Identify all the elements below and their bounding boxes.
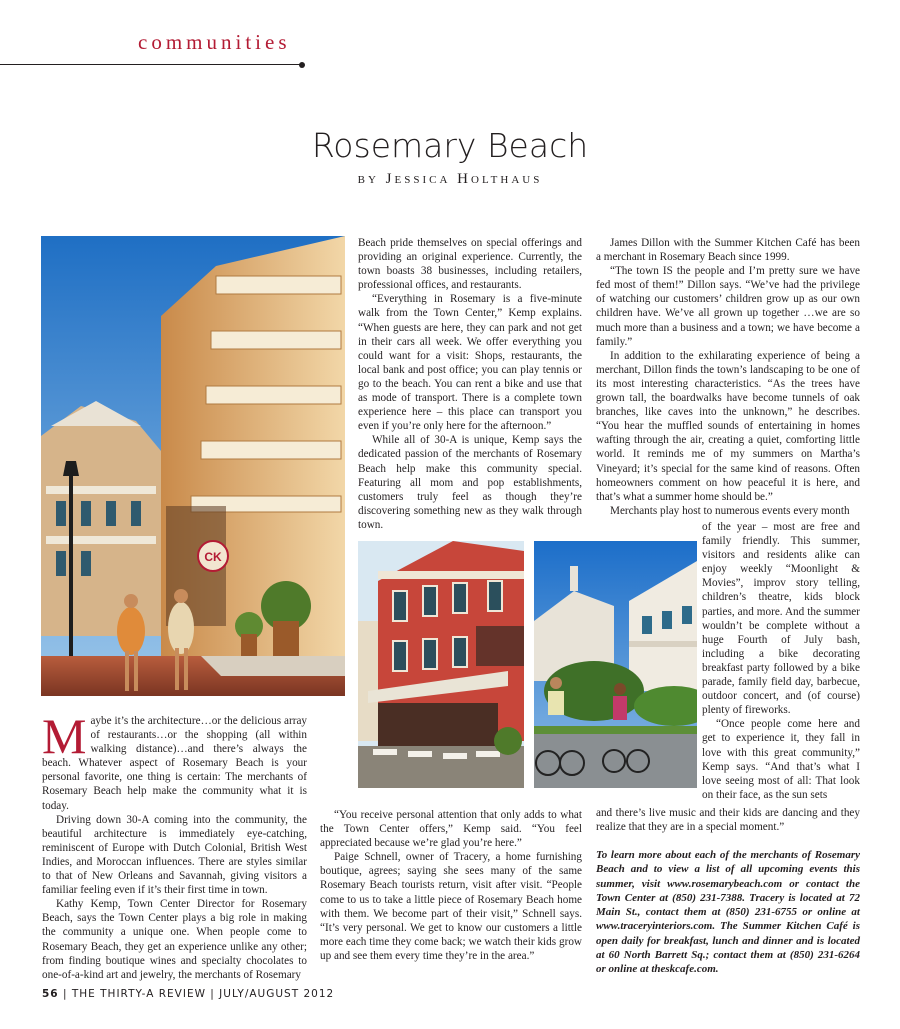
article-byline: by Jessica Holthaus [357, 171, 543, 187]
page-footer [42, 988, 334, 1000]
col2-paragraph-2: “Everything in Rosemary is a five-minute walk from the Town Center,” Kemp explains. “When guests are here, they can park and not get in their cars all week. We offer everything you could want for a visit: Shops, restaurants, the local bank and post office; you can play tennis or go to the beach. You can rent a bike and use that as mode of transport. There is a complete town experience here – this place can transport you even if you’re only here for the afternoon.” [358, 293, 582, 433]
column-3-narrow [702, 520, 860, 802]
footer-separator: | [62, 988, 68, 1000]
drop-cap: M [42, 708, 87, 764]
col3-paragraph-4-cont: of the year – most are free and family friendly. This summer, visitors and residents alike can enjoy weekly “Moonlight & Movies”, improv story telling, children’s theatre, kids block parties, and more. And the summer wouldn’t be complete without a huge Fourth of July bash, including a bike decorating breakfast party followed by a bike parade, family field day, barbecue, outdoor concert, and (of course) plenty of fireworks. [702, 521, 860, 717]
article-title: Rosemary Beach [311, 126, 589, 165]
col2-paragraph-3: While all of 30-A is unique, Kemp says the dedicated passion of the merchants of Rosemary Beach help make this community special. Featuring all mom and pop establishments, customers truly feel as though they’re discovering something new as they walk through town. [358, 434, 582, 531]
section-rule-dot [299, 62, 305, 68]
col3-paragraph-4-start: Merchants play host to numerous events every month [610, 504, 850, 517]
mid-paragraph-1: “You receive personal attention that only adds to what the Town Center offers,” Kemp said. “You feel appreciated because we’re glad you’re here.” [320, 809, 582, 850]
col3-paragraph-1: James Dillon with the Summer Kitchen Café has been a merchant in Rosemary Beach since 1999. [596, 237, 860, 264]
col3-paragraph-5: “Once people come here and get to experience it, they fall in love with this great community,” Kemp says. “And that’s what I love seeing most of all: That look on their face, as the sun sets [702, 718, 860, 801]
column-2-bottom [320, 808, 582, 963]
column-1 [42, 708, 307, 982]
col3-paragraph-5-end: and there’s live music and their kids are dancing and they realize that they are in a special moment.” [596, 807, 860, 834]
section-label: communities [138, 30, 291, 54]
col2-paragraph-1: Beach pride themselves on special offerings and providing an original experience. Currently, the town boasts 38 businesses, including retailers, professional offices, and restaurants. [358, 237, 582, 292]
photo-street-scene [41, 236, 345, 696]
col3-paragraph-3: In addition to the exhilarating experience of being a merchant, Dillon finds the town’s landscaping to be one of its most interesting characteristics. “As the trees have grown tall, the boardwalks have become tunnels of oak branches, like caves into the unknown,” he describes. “You hear the muffled sounds of entertaining in homes wafting through the air, creating a quiet, comforting little world. It reminds me of my summers on Martha’s Vineyard; it’s special for the same kind of reasons. Often homeowners comment on how peaceful it is here, and that’s what a summer home should be.” [596, 349, 860, 503]
col1-paragraph-1: aybe it’s the architecture…or the delicious array of restaurants…or the shopping (all within walking distance)…and there’s always the beach. Whatever aspect of Rosemary Beach is your personal favorite, one thing is certain: The merchants of Rosemary Beach help make the community what it is today. [42, 715, 307, 812]
page-number: 56 [42, 988, 59, 1000]
column-2 [358, 236, 582, 532]
photo-bicycle-riders [534, 541, 697, 788]
mid-paragraph-2: Paige Schnell, owner of Tracery, a home furnishing boutique, agrees; saying she sees many of the same Rosemary Beach tourists return, visit after visit. “People come to us to take a little piece of Rosemary Beach home with them. We become part of their visit,” Schnell says. “It’s very personal. We get to know our customers a little more each time they come back; we watch their kids grow up and see them every time they’re in the area.” [320, 851, 582, 962]
publication-name: THE THIRTY-A REVIEW | JULY/AUGUST 2012 [71, 988, 335, 1000]
photo-cafe-building [358, 541, 524, 788]
column-3 [596, 236, 860, 518]
col1-paragraph-3: Kathy Kemp, Town Center Director for Rosemary Beach, says the Town Center plays a big role in making the community a unique one. When people come to Rosemary Beach, they get an experience unlike any other; from finding boutique wines and specialty chocolates to one-of-a-kind art and jewelry, the merchants of Rosemary [42, 898, 307, 981]
info-box: To learn more about each of the merchants of Rosemary Beach and to view a list of all upcoming events this summer, visit www.rosemarybeach.com or contact the Town Center at (850) 231-7388. Tracery is located at 72 Main St., contact them at (850) 231-6755 or online at www.traceryinteriors.com. The Summer Kitchen Café is open daily for breakfast, lunch and dinner and is located at 60 North Barrett Sq.; contact them at (850) 231-6264 or online at theskcafe.com. [596, 849, 860, 976]
col1-paragraph-2: Driving down 30-A coming into the community, the beautiful architecture is immediately eye-catching, reminiscent of Europe with Dutch Colonial, British West Indies, and Moroccan influences. There are styles similar to that of New Orleans and Savannah, giving visitors a familiar feeling even if it’s their first time in town. [42, 813, 307, 897]
column-3-bottom [596, 806, 860, 834]
ck-sign-text: CK [204, 550, 222, 564]
section-rule [0, 64, 302, 65]
col3-paragraph-2: “The town IS the people and I’m pretty sure we have fed most of them!” Dillon says. “We’ve had the privilege of watching our customers’ children grow up as our own children have. We’ve all grown up together …we are so much more than a business and a town; we have become a family.” [596, 265, 860, 348]
